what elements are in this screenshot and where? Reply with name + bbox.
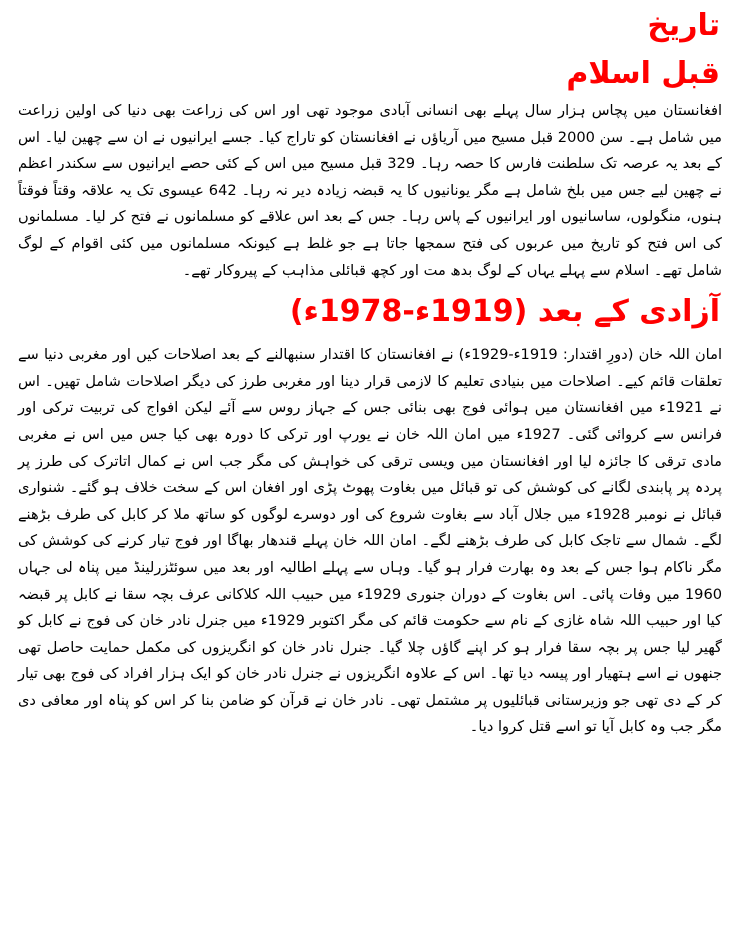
page-title: تاریخ — [647, 8, 720, 43]
section-heading-pre-islam: قبل اسلام — [566, 56, 720, 91]
paragraph-pre-islam: افغانستان میں پچاس ہزار سال پہلے بھی انسانی آبادی موجود تھی اور اس کی زراعت بھی دنیا کی اولین زراعت میں شامل ہے۔ سن 2000 قبل مسیح میں آریاؤں نے افغانستان کو تاراج کیا۔ جسے ایرانیوں نے ان سے چھین لیا۔ اس کے بعد یہ عرصہ تک سلطنت فارس کا حصہ رہا۔ 329 قبل مسیح میں اس کے کئی حصے ایرانیوں سے سکندر اعظم نے چھین لیے جس میں بلخ شامل ہے مگر یونانیوں کا یہ قبضہ زیادہ دیر نہ رہا۔ 642 عیسوی تک یہ علاقہ وقتاً فوقتاً ہنوں، منگولوں، ساسانیوں اور ایرانیوں کے پاس رہا۔ جس کے بعد اس علاقے کو مسلمانوں نے فتح کر لیا۔ مسلمانوں کی اس فتح کو تاریخ میں عربوں کی فتح سمجھا جاتا ہے جو غلط ہے کیونکہ مسلمانوں میں کئی اقوام کے لوگ شامل تھے۔ اسلام سے پہلے یہاں کے لوگ بدھ مت اور کچھ قبائلی مذاہب کے پیروکار تھے۔ — [18, 102, 722, 279]
paragraph-post-independence: امان اللہ خان (دورِ اقتدار: 1919ء-1929ء) نے افغانستان کا اقتدار سنبھالنے کے بعد اصلاحات کیں اور مغربی دنیا سے تعلقات قائم کیے۔ اصلاحات میں بنیادی تعلیم کا لازمی قرار دینا اور مغربی طرز کی دیگر اصلاحات شامل تھیں۔ اس نے 1921ء میں افغانستان میں ہوائی فوج بھی بنائی جس کے جہاز روس سے آئے لیکن افواج کی تربیت ترکی اور فرانس سے کروائی گئی۔ 1927ء میں امان اللہ خان نے یورپ اور ترکی کا دورہ بھی کیا جس میں اس نے مغربی مادی ترقی کا جائزہ لیا اور افغانستان میں ویسی ترقی کی خواہش کی مگر جب اس نے کمال اتاترک کی طرز پر پردہ پر پابندی لگانے کی کوشش کی تو قبائل میں بغاوت پھوٹ پڑی اور افغان اس کے سخت خلاف ہو گئے۔ شنواری قبائل نے نومبر 1928ء میں جلال آباد سے بغاوت شروع کی اور دوسرے لوگوں کو ساتھ ملا کر کابل کی طرف بڑھنے لگے۔ شمال سے تاجک کابل کی طرف بڑھنے لگے۔ امان اللہ خان پہلے قندھار بھاگا اور فوج تیار کرنے کی کوشش کی مگر ناکام ہوا جس کے بعد وہ بھارت فرار ہو گیا۔ وہاں سے پہلے اطالیہ اور بعد میں سوئٹزرلینڈ میں پناہ لی جہاں 1960 میں وفات پائی۔ اس بغاوت کے دوران جنوری 1929ء میں حبیب اللہ کلاکانی عرف بچہ سقا نے کابل پر قبضہ کیا اور حبیب اللہ شاہ غازی کے نام سے حکومت قائم کی مگر اکتوبر 1929ء میں جنرل نادر خان کی فوج نے کابل کو گھیر لیا جس پر بچہ سقا فرار ہو کر اپنے گاؤں چلا گیا۔ جنرل نادر خان کو انگریزوں کی مکمل حمایت حاصل تھی جنھوں نے اسے ہتھیار اور پیسہ دیا تھا۔ اس کے علاوہ انگریزوں نے جنرل نادر خان کو ایک ہزار افراد کی فوج بھی تیار کر کے دی تھی جو وزیرستانی قبائلیوں پر مشتمل تھی۔ نادر خان نے قرآن کو ضامن بنا کر اس کو پناہ اور معافی دی مگر جب وہ کابل آیا تو اسے قتل کروا دیا۔ — [18, 346, 723, 736]
section-heading-post-independence: آزادی کے بعد (1919ء-1978ء) — [289, 294, 720, 330]
